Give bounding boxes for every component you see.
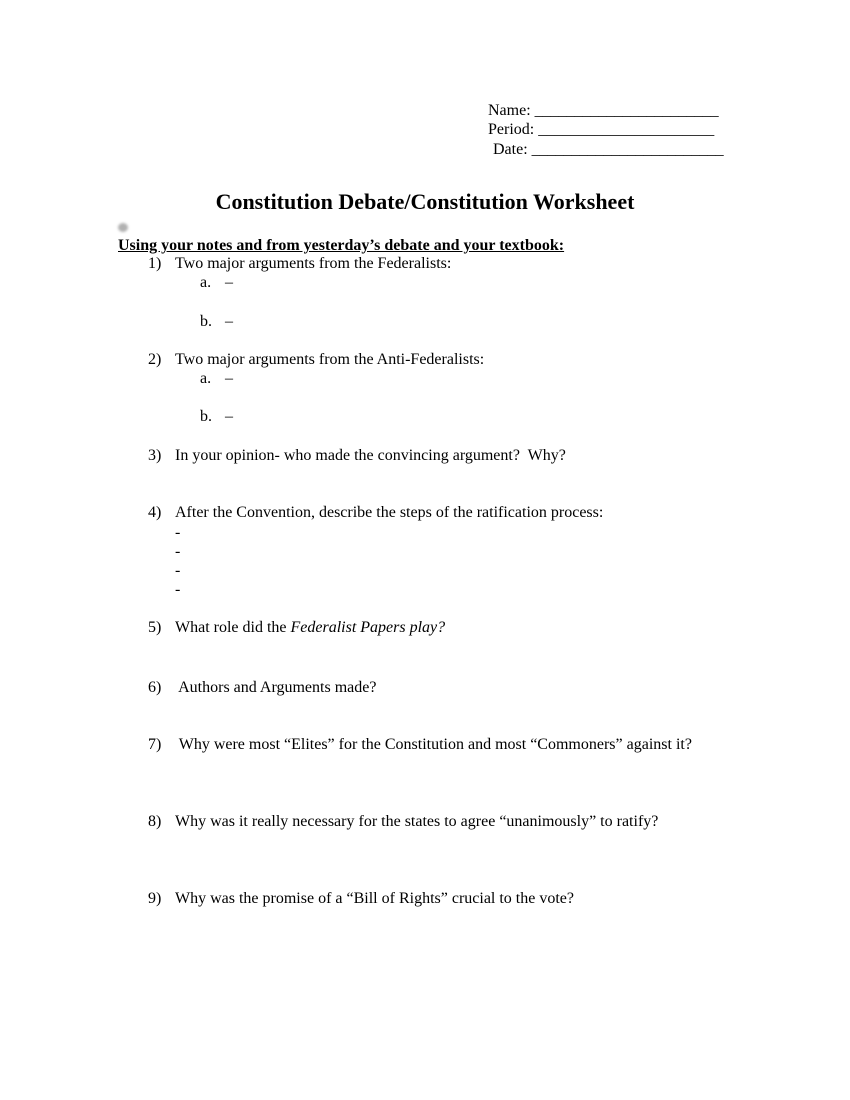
question-1-number: 1) [148, 255, 162, 272]
sub-a-label: a. [200, 370, 212, 387]
answer-dash-2: - [175, 543, 181, 560]
question-5 [148, 618, 445, 637]
question-2 [148, 350, 484, 369]
question-8 [148, 812, 658, 831]
sub-b-dash: – [225, 408, 233, 425]
question-1-text: Two major arguments from the Federalists: [175, 255, 452, 272]
question-1-sub-b [200, 312, 233, 331]
instruction-heading: Using your notes and from yesterday’s debate and your textbook: [118, 237, 565, 254]
question-6-number: 6) [148, 679, 162, 696]
question-2-number: 2) [148, 351, 162, 368]
page-title: Constitution Debate/Constitution Worksheet [215, 189, 635, 214]
name-blank: _______________________ [530, 102, 719, 119]
question-2-sub-b [200, 407, 233, 426]
question-5-text: What role did the [175, 619, 291, 636]
question-4 [148, 503, 603, 522]
question-4-text: After the Convention, describe the steps of the ratification process: [175, 504, 604, 521]
name-label: Name: [488, 102, 531, 119]
header-fields [488, 101, 724, 159]
question-9-number: 9) [148, 890, 162, 907]
period-label: Period: [488, 121, 535, 139]
question-3 [148, 446, 566, 465]
question-9-text: Why was the promise of a “Bill of Rights” crucial to the vote? [175, 890, 574, 907]
date-field [493, 140, 724, 159]
question-2-text: Two major arguments from the Anti-Federalists: [175, 351, 485, 368]
question-3-number: 3) [148, 447, 162, 464]
sub-a-dash: – [225, 274, 233, 291]
date-blank: ________________________ [527, 140, 724, 158]
answer-dash-1: - [175, 524, 181, 541]
period-blank: ______________________ [534, 121, 715, 139]
question-6-text: Authors and Arguments made? [175, 679, 377, 696]
answer-dash-4: - [175, 581, 181, 598]
sub-b-dash: – [225, 313, 233, 330]
question-8-number: 8) [148, 813, 162, 830]
period-field [488, 120, 724, 139]
question-4-number: 4) [148, 504, 162, 521]
question-3-text: In your opinion- who made the convincing argument? Why? [175, 447, 566, 464]
question-1-sub-a [200, 273, 233, 292]
sub-b-label: b. [200, 408, 212, 425]
answer-dash-3: - [175, 562, 181, 579]
question-7 [148, 735, 692, 754]
question-6 [148, 678, 376, 697]
name-field [488, 101, 724, 120]
question-8-text: Why was it really necessary for the states to agree “unanimously” to ratify? [175, 813, 659, 830]
question-2-sub-a [200, 369, 233, 388]
sub-a-dash: – [225, 370, 233, 387]
date-label: Date: [493, 140, 528, 158]
question-7-number: 7) [148, 736, 162, 753]
question-7-text: Why were most “Elites” for the Constitution and most “Commoners” against it? [175, 736, 692, 753]
question-9 [148, 889, 574, 908]
question-1 [148, 254, 451, 273]
question-5-number: 5) [148, 619, 162, 636]
sub-a-label: a. [200, 274, 212, 291]
question-5-italic-text: Federalist Papers play? [290, 619, 446, 636]
sub-b-label: b. [200, 313, 212, 330]
smudge-mark [118, 223, 128, 232]
